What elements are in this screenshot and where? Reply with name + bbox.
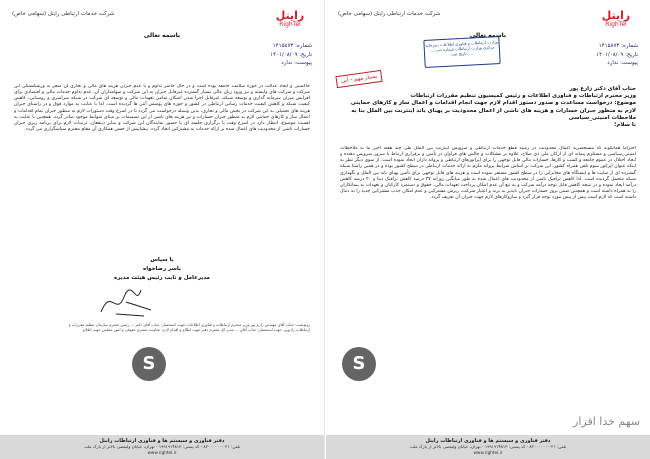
signature-block bbox=[0, 256, 324, 283]
letter-number: شماره: ۱۴۱۵۸۷۳ bbox=[598, 43, 638, 49]
watermark-text: سهم خدا افزار bbox=[573, 415, 640, 428]
letter-meta bbox=[596, 42, 638, 68]
letter-addressee bbox=[340, 86, 636, 129]
letter-attachment: پیوست: ندارد bbox=[607, 60, 638, 66]
handwritten-signature bbox=[96, 282, 156, 322]
letter-meta bbox=[270, 42, 312, 68]
carbon-copy-list: رونوشت: جناب آقای مهندس زارع پور وزیر محترم ارتباطات و فناوری اطلاعات جهت استحضار؛ جناب آقای دکتر ... رئیس محترم سازمان تنظیم مقررات و ارتباطات رادیویی جهت استحضار؛ جناب آقای ... مدیر کل محترم دفتر جهت اطلاع و اقدام لازم؛ معاونت محترم حقوقی و امور مجلس جهت اطلاع. bbox=[68, 322, 310, 333]
signer-title: مدیرعامل و نایب رئیس هیئت مدیره bbox=[114, 275, 210, 281]
bismillah-heading: باسمه تعالی bbox=[469, 32, 507, 39]
letter-date: تاریخ: ۱۴۰۱/۰۸/۰۹ bbox=[596, 51, 638, 58]
letter-subject: موضوع: درخواست مساعدت و صدور دستور اقدام لازم جهت انجام اقدامات و اعمال ساز و کارهای حمایتی لازم به منظور جبران خسارات و هزینه های ناشی از اعمال محدودیت بر پهنای باند اینترنت بین الملل بنا به ملاحظات امنیتی_سیاسی bbox=[350, 100, 636, 121]
closing-greeting: با سپاس bbox=[150, 257, 174, 263]
addressee-name: جناب آقای دکتر زارع پور bbox=[569, 86, 636, 92]
bismillah-heading: باسمه تعالی bbox=[143, 32, 181, 39]
urgent-stamp: بسیار مهم - آنی bbox=[335, 70, 383, 88]
watermark-logo: S bbox=[132, 347, 166, 381]
letter-body: حاکمیتی و ایجاد عدالت در حوزه سلامت جامعه بوده است و در حال حاضر تداوم و یا عدم جبران هزینه های مالی و تجاری آن منجر به ورشکستگی این شرکت و شرکت های وابسته و نیز ورود زیان مالی بسیار گسترده غیرقابل جبران به این شرکت و سهامداران آن، عدم تداوم خدمات مالی و اقتصادی برای افزایش میزان سرمایه گذاری و توسعه شبکه، غیرقابل اجرا شدن اسکان تمامی تعهدات مالی و توسعه ای شرکت در شبکه سراسری و روستایی، کاهش کیفیت شبکه و کاهش کیفیت خدمات رسانی ارتباطی در کشور و حوزه های پوشش آنتن ها گردیده است. لذا با عنایت به موارد فوق و در راستای جبران هزینه های تحمیلی به این شرکت در بخش مالی و تجاری، بدین وسیله درخواست می گردد تا در اسرع وقت دستورات لازم به منظور جبران تمام اقدامات و اعمال ساز و کارهای حمایتی لازم به منظور جبران خسارات و نیز هزینه های ناشی از این تصمیمات بر مبنای ضوابط موجود صادر گردد. همچنین با عنایت به اهمیت موضوع، انتظار دارد در اسرع وقت با برگزاری جلسه ای با حضور نمایندگان این شرکت و سایر ذینفعان، ترتیبات لازم برای برنامه ریزی جبران خسارات ناشی از محدودیت های اعمال شده بر ارائه خدمات به مشترکین اتخاذ گردد. پیشاپیش از حسن همکاری آن مقام محترم سپاسگزاری می گردد. bbox=[14, 84, 310, 133]
letter-body: احتراماً همانگونه که مستحضرید اعمال محدودیت در زمینه قطع خدمات ارتباطی و سرویس اینترنت بین الملل طی چند هفته اخیر بنا به ملاحظات امنیتی_سیاسی و مستلزم پیمانه ای از ارکان ملی ذی صلاح، علاوه بر مشکلات و چالش های فراوان در تأمین و برقراری ارتباط با سرور سرویس دهنده و ایجاد اختلال در عموم جامعه و کسب و کارها، خسارات مالی قابل توجهی را برای اپراتورهای ارتباطی و پروانه داران ایجاد نموده است. از سوی دیگر نظر به اینکه عنوان اپراتور سوم تلفن همراه کشور، این شرکت بر اساس شرایط پروانه ملزم به ارائه خدمات ارتباطی در سطح کشور بوده و در همین راستا شبکه گسترده ای از سایت ها و ایستگاه های مخابراتی را در سطح کشور مستقر نموده است و هزینه های قابل توجهی برای تأمین پهنای باند بین الملل و نگهداری شبکه متحمل گردیده است. لذا کاهش ترافیک ناشی از محدودیت های اعمال شده به طور میانگین روزانه ۳۷ درصد کاهش ترافیک دیتا و ۲۰ درصد کاهش درآمد ایجاد نموده و در نتیجه کاهش قابل توجه درآمد شرکت و به تبع آن عدم امکان پرداخت تعهدات مالی، حقوق و دستمزد کارکنان و تعهدات به پیمانکاران را به همراه داشته است و همچنین ضمن بروز خسارات جبران ناپذیر به برند و اعتبار شرکت، ریزش مشترکین و عدم امکان جذب مشترکین جدید را به دنبال داشته است که لازم است پیش از پیش مورد توجه قرار گیرد و سازوکارهای لازم جهت جبران آن تعریف گردد. bbox=[340, 146, 636, 201]
addressee-title: وزیر محترم ارتباطات و فناوری اطلاعات و رئیس کمیسیون تنظیم مقررات ارتباطات bbox=[410, 93, 636, 100]
salutation: با سلام؛ bbox=[614, 122, 636, 129]
rightel-logo: رایتل RighTel bbox=[275, 9, 305, 28]
letter-number: شماره: ۱۴۱۵۸۷۳ bbox=[272, 43, 312, 49]
registration-stamp: وزارت ارتباطات و فناوری اطلاعات دبیرخانه مرکزی وزارت ارتباطات شماره ثبت: ... تاریخ ثبت: ... bbox=[423, 36, 500, 68]
company-name: شرکت خدمات ارتباطی رایتل (سهامی خاص) bbox=[338, 11, 441, 17]
letter-date: تاریخ: ۱۴۰۱/۰۸/۰۹ bbox=[270, 51, 312, 58]
letter-page-1 bbox=[326, 0, 650, 459]
signer-name: یاسر رضاخواه bbox=[143, 266, 181, 272]
company-name: شرکت خدمات ارتباطی رایتل (سهامی خاص) bbox=[12, 11, 115, 17]
watermark-logo: S bbox=[342, 347, 376, 381]
rightel-logo: رایتل RighTel bbox=[601, 9, 631, 28]
page-footer: دفتر فناوری و سیستم ها و فناوری ارتباطات رایتل تلفن: ۰۲۱-۸۲۰۰۰۰۰۰ - کد پستی: ۱۹۹۱۹۱۴۸۱۳ - تهران، خیابان ولیعصر، بالاتر از پارک ملت www.rightel.ir bbox=[326, 435, 650, 459]
letter-attachment: پیوست: ندارد bbox=[281, 60, 312, 66]
page-footer: دفتر فناوری و سیستم ها و فناوری ارتباطات رایتل تلفن: ۰۲۱-۸۲۰۰۰۰۰۰ - کد پستی: ۱۹۹۱۹۱۴۸۱۳ - تهران، خیابان ولیعصر، بالاتر از پارک ملت www.rightel.ir bbox=[0, 435, 324, 459]
